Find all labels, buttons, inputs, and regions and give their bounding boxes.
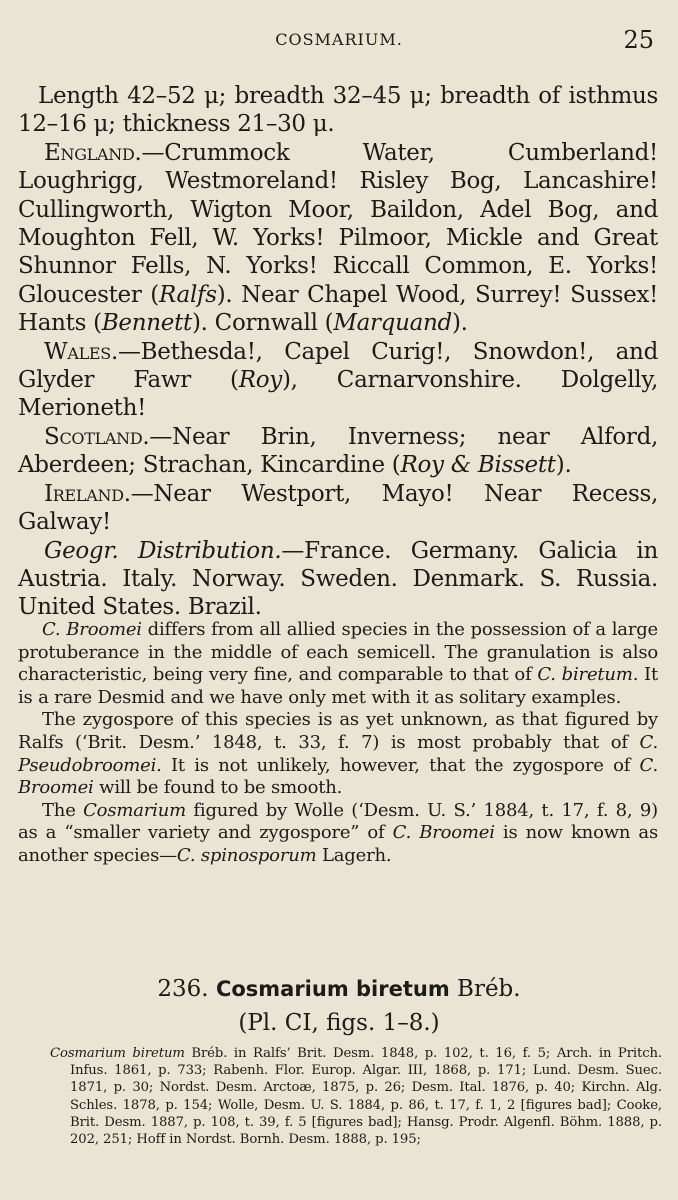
scotland-authors: Roy & Bissett — [400, 452, 556, 479]
page-number: 25 — [623, 26, 654, 54]
england-text-3: ). Cornwall ( — [191, 310, 334, 337]
distribution-paragraph — [18, 537, 658, 622]
note3-text-3: is now known as another species— — [18, 822, 658, 866]
distribution-label: Geogr. Distribution. — [44, 537, 282, 564]
species-name: Cosmarium biretum — [215, 977, 450, 1001]
ireland-label: Ireland. — [44, 480, 131, 507]
england-ralfs: Ralfs — [158, 281, 217, 308]
note2-text: The zygospore of this species is as yet unknown, as that figured by Ralfs (‘Brit. Desm.’ 1848, t. 33, f. 7) is most probably that of — [18, 709, 658, 753]
wales-label: Wales. — [44, 338, 118, 365]
england-bennett: Bennett — [101, 310, 192, 337]
wales-text: —Bethesda!, Capel Curig!, Snowdon!, and Glyder Fawr ( — [18, 338, 658, 394]
note1-species: C. Broomei — [42, 619, 142, 640]
note3-text: The — [42, 799, 84, 821]
wales-text-2: ), Carnarvonshire. Dolgelly, Merioneth! — [18, 367, 658, 422]
england-marquand: Marquand — [333, 310, 452, 337]
note-paragraph-3 — [18, 800, 658, 868]
note3-genus: Cosmarium — [83, 799, 186, 821]
wales-paragraph — [18, 338, 658, 423]
note1-text: differs from all allied species in the possession of a large protuberance in the middle of each semicell. The granulation is also characteristic, being very fine, and comparable to that of — [18, 619, 658, 686]
note-paragraph-1 — [18, 619, 658, 709]
running-title: COSMARIUM. — [275, 30, 403, 49]
note3-species: C. Broomei — [392, 822, 495, 844]
main-text — [18, 82, 658, 622]
plate-reference: (Pl. CI, figs. 1–8.) — [238, 1010, 440, 1036]
references-name: Cosmarium biretum — [50, 1046, 185, 1061]
references-block — [50, 1045, 662, 1148]
notes-text — [18, 619, 658, 868]
note3-text-4: Lagerh. — [316, 844, 392, 866]
species-number: 236. — [157, 976, 209, 1002]
scotland-text-2: ). — [555, 452, 572, 479]
note2-text-3: will be found to be smooth. — [93, 777, 343, 799]
species-author: Bréb. — [457, 976, 521, 1002]
england-paragraph — [18, 139, 658, 338]
references-text: Bréb. in Ralfs’ Brit. Desm. 1848, p. 102, t. 16, f. 5; Arch. in Pritch. Infus. 1861, p. 733; Rabenh. Flor. Europ. Algar. III, 1868, p. 171; Lund. Desm. Suec. 1871, p. 30; Nordst. Desm. Arctoæ, 1875, p. 26; Desm. Ital. 1876, p. 40; Kirchn. Alg. Schles. 1878, p. 154; Wolle, Desm. U. S. 1884, p. 86, t. 17, f. 1, 2 [figures bad]; Cooke, Brit. Desm. 1887, p. 108, t. 39, f. 5 [figures bad]; Hansg. Prodr. Algenfl. Böhm. 1888, p. 202, 251; Hoff in Nordst. Bornh. Desm. 1888, p. 195; — [70, 1046, 663, 1148]
note3-species-2: C. spinosporum — [176, 844, 317, 866]
wales-roy: Roy — [238, 367, 282, 394]
note-paragraph-2 — [18, 709, 658, 799]
note1-text-2: It is a rare Desmid and we have only met with it as solitary examples. — [18, 664, 658, 708]
note2-species-2: C. Broomei — [18, 754, 658, 799]
england-text-2: ). Near Chapel Wood, Surrey! Sussex! Hants ( — [18, 281, 659, 337]
scotland-label: Scotland. — [44, 423, 150, 450]
scotland-text: —Near Brin, Inverness; near Alford, Aberdeen; Strachan, Kincardine ( — [18, 423, 658, 479]
ireland-text: —Near Westport, Mayo! Near Recess, Galway! — [18, 480, 658, 536]
england-text: —Crummock Water, Cumberland! Loughrigg, Westmoreland! Risley Bog, Lancashire! Cullingworth, Wigton Moor, Baildon, Adel Bog, and Moughton Fell, W. Yorks! Pilmoor, Mickle and Great Shunnor Fells, N. Yorks! Riccall Common, E. Yorks! Gloucester ( — [18, 139, 658, 308]
references-paragraph — [50, 1045, 662, 1148]
measurements-paragraph: Length 42–52 μ; breadth 32–45 μ; breadth of isthmus 12–16 μ; thickness 21–30 μ. — [18, 83, 658, 138]
england-label: England. — [44, 139, 142, 166]
ireland-paragraph — [18, 480, 658, 537]
note2-species: C. Pseudobroomei. — [18, 731, 658, 776]
note1-species-2: C. biretum. — [537, 664, 639, 686]
distribution-text: —France. Germany. Galicia in Austria. Italy. Norway. Sweden. Denmark. S. Russia. United States. Brazil. — [18, 537, 658, 621]
note2-text-2: It is not unlikely, however, that the zygospore of — [161, 754, 640, 776]
species-heading — [0, 976, 678, 1002]
england-text-4: ). — [451, 310, 468, 337]
scotland-paragraph — [18, 423, 658, 480]
note3-text-2: figured by Wolle (‘Desm. U. S.’ 1884, t. 17, f. 8, 9) as a “smaller variety and zygospore” of — [18, 799, 658, 844]
